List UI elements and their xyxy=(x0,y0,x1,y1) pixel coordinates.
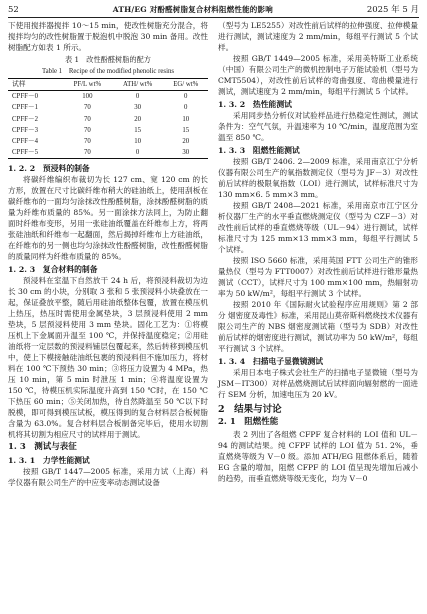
table-caption-en: Table 1 Recipe of the modified phenolic resins xyxy=(41,68,175,75)
table-cell: CPFF－4 xyxy=(12,138,39,146)
table-header-cell: EG/ wt% xyxy=(164,79,208,91)
table-cell: 15 xyxy=(134,126,142,134)
right-column xyxy=(218,20,418,484)
running-header xyxy=(8,3,419,18)
section-heading: 1. 2. 2 预浸料的制备 xyxy=(8,164,90,174)
table-cell: CPFF－1 xyxy=(12,104,39,112)
table-cell: 20 xyxy=(134,115,142,123)
section-heading: 1. 3. 1 力学性能测试 xyxy=(8,456,90,466)
paragraph: 下使用搅拌器搅拌 10～15 min，使改性树脂充分混合，将搅拌均匀的改性树脂置于脱泡机中脱泡 30 min 备用。改性树脂配方如表 1 所示。 xyxy=(8,21,208,52)
paragraph: （型号为 LE5255）对改性前后试样的拉伸强度、拉伸模量进行测试，测试速度为 2 mm/min，每组平行测试 5 个试样。 xyxy=(218,21,418,52)
section-heading: 1. 3. 4 扫描电子显微镜测试 xyxy=(218,357,324,366)
table-cell: 70 xyxy=(83,138,91,146)
table-cell: CPFF－0 xyxy=(12,93,39,101)
table-cell: 70 xyxy=(83,104,91,112)
table-cell: 30 xyxy=(164,147,208,159)
table-header-cell: ATH/ wt% xyxy=(112,79,164,91)
paragraph: 按照 GB/T 1447—2005 标准，采用力试（上海）科学仪器有限公司生产的中应变率动态测试设备 xyxy=(8,467,208,488)
table-cell: 0 xyxy=(184,93,188,101)
table-cell: 30 xyxy=(134,104,142,112)
table-cell: CPFF－3 xyxy=(12,126,39,134)
table-cell: 15 xyxy=(182,126,190,134)
section-heading: 1. 2. 3 复合材料的制备 xyxy=(8,265,98,275)
paragraph: 按照 GB/T 2408—2021 标准，采用南京市江宁区分析仪器厂生产的水平垂直燃烧测定仪（型号为 CZF－3）对改性前后试样的垂直燃烧等级（UL－94）进行测试，试样标准尺寸为 125 mm×13 mm×3 mm，每组平行测试 5 个试样。 xyxy=(218,201,418,254)
paragraph: 按照 ISO 5660 标准，采用英国 FTT 公司生产的锥形量热仪（型号为 FTT0007）对改性前后试样进行锥形量热测试（CCT），试样尺寸为 100 mm×100 mm，热辐射功率为 50 kW/m²，每组平行测试 3 个试样。 xyxy=(218,256,418,298)
table-header-row xyxy=(8,79,208,91)
left-column xyxy=(8,20,208,488)
section-heading: 2. 1 阻燃性能 xyxy=(218,417,279,427)
table-header-cell: 试样 xyxy=(8,79,63,91)
table-row xyxy=(8,136,208,147)
paragraph: 表 2 列出了各组燃 CFPF 复合材料的 LOI 值和 UL－94 的测试结果。纯 CFPF 试样的 LOI 值为 51. 2%，垂直燃烧等级为 V－0 级。添加 ATH/EG 阻燃体系后，随着 EG 含量的增加，阻燃 CFPF 的 LOI 值呈现先增加后减小的趋势，而垂直燃烧等级无变化，均为 V－0 xyxy=(218,430,418,483)
section-heading: 1. 3 测试与表征 xyxy=(8,442,77,453)
table-cell: 70 xyxy=(83,115,91,123)
paragraph: 按照 2010 年《国际耐火试验程序应用规则》第 2 部分 烟密度及毒性》标准，采用昆山莫帝斯科燃烧技术仪器有限公司生产的 NBS 烟密度测试箱（型号为 SDB）对改性前后试样的烟密度进行测试，测试功率为 50 kW/m²，每组平行测试 3 个试样。 xyxy=(218,300,418,353)
table-row xyxy=(8,147,208,159)
table-cell: 20 xyxy=(182,138,190,146)
paragraph: 采用同步热分析仪对试验样品进行热稳定性测试，测试条件为：空气气氛，升温速率为 10 ℃/min，温度范围为室温至 850 ℃。 xyxy=(218,111,418,142)
table-cell: 10 xyxy=(134,138,142,146)
formulation-table xyxy=(8,78,208,159)
table-cell: 0 xyxy=(112,147,164,159)
table-cell: 0 xyxy=(135,93,140,101)
paragraph: 将碳纤维编织布裁切为长 127 cm、宽 120 cm 的长方形，放置在尺寸比碳纤维布稍大的硅油纸上，使用刮板在碳纤维布的一面均匀涂抹改性酚醛树脂，涂抹酚醛树脂的质量为纤维布质量的 85%。另一面涂抹方法同上，为防止翻面时纤维布变形，另用一张硅油纸覆盖在纤维布上方，将两张硅油纸和纤维布一起翻面，然后揭掉纤维布上方硅油纸，在纤维布的另一侧也均匀涂抹改性酚醛树脂，改性酚醛树脂的质量同样为纤维布质量的 85%。 xyxy=(8,175,208,262)
section-heading: 1. 3. 2 热性能测试 xyxy=(218,100,292,109)
table-cell: 10 xyxy=(182,115,190,123)
page-number: 52 xyxy=(8,5,19,15)
section-heading: 2 结果与讨论 xyxy=(218,404,282,415)
table-row xyxy=(8,102,208,113)
section-heading: 1. 3. 3 阻燃性能测试 xyxy=(218,146,300,155)
paragraph: 按照 GB/T 2406. 2—2009 标准，采用南京江宁分析仪器有限公司生产的氧指数测定仪（型号为 JF－3）对改性前后试样的极限氧指数（LOI）进行测试，试样标准尺寸为 130 mm×6. 5 mm×3 mm。 xyxy=(218,157,418,199)
table-cell: 70 xyxy=(83,126,91,134)
journal-title: ATH/EG 对酚醛树脂复合材料阻燃性能的影响 xyxy=(112,5,273,14)
table-caption: 表 1 改性酚醛树脂的配方 xyxy=(65,55,151,64)
table-row xyxy=(8,114,208,125)
table-cell: CPFF－2 xyxy=(12,115,39,123)
table-row xyxy=(8,91,208,103)
paragraph: 按照 GB/T 1449—2005 标准，采用美特斯工业系统（中国）有限公司生产的微机控制电子万能试验机（型号为 CMT5504），对改性前后试样的弯曲强度、弯曲模量进行测试，测试速度为 2 mm/min，每组平行测试 5 个试样。 xyxy=(218,54,418,96)
table-cell: 0 xyxy=(184,104,188,112)
table-cell: 100 xyxy=(82,93,93,101)
table-cell: 70 xyxy=(63,147,112,159)
paragraph: 预浸料在室温下自然放干 24 h 后，将预浸料裁切为边长 30 cm 的小块，分别取 3 张和 5 张预浸料小块叠放在一起，保证叠放平整，随后用硅油纸整体包覆，放置在模压机上热压，热压时需使用金属垫块，3 层预浸料使用 2 mm 垫块，5 层预浸料使用 3 mm 垫块。固化工艺为：①将模压机上下金属面升温至 100 ℃，并保持温度稳定；②用硅油纸将一定层数的预浸料铺层包覆起来，然后转移到模压机中，使上下模接触硅油纸包裹的预浸料但不施加压力，将材料在 100 ℃下预热 30 min；③将压力设置为 4 MPa，热压 10 min，第 5 min 时泄压 1 min；④将温度设置为 150 ℃，待模压机实际温度升高到 150 ℃时，在 150 ℃下热压 60 min；⑤关闭加热，待自然降温至 50 ℃以下时脱模，即可得到模压试板，模压得到的复合材料层合板树脂含量为 63.0%。复合材料层合板制备完毕后，使用水切割机将其切割为相应尺寸的试样用于测试。 xyxy=(8,276,208,440)
table-row xyxy=(8,125,208,136)
paragraph: 采用日本电子株式会社生产的扫描电子显微镜（型号为 JSM－IT300）对样品燃烧测试后试样面向辐射燃的一面进行 SEM 分析，加速电压为 20 kV。 xyxy=(218,368,418,399)
table-header-cell: PF/L wt% xyxy=(63,79,112,91)
table-cell: CPFF－5 xyxy=(8,147,63,159)
issue-date: 2025 年 5 月 xyxy=(366,5,419,15)
